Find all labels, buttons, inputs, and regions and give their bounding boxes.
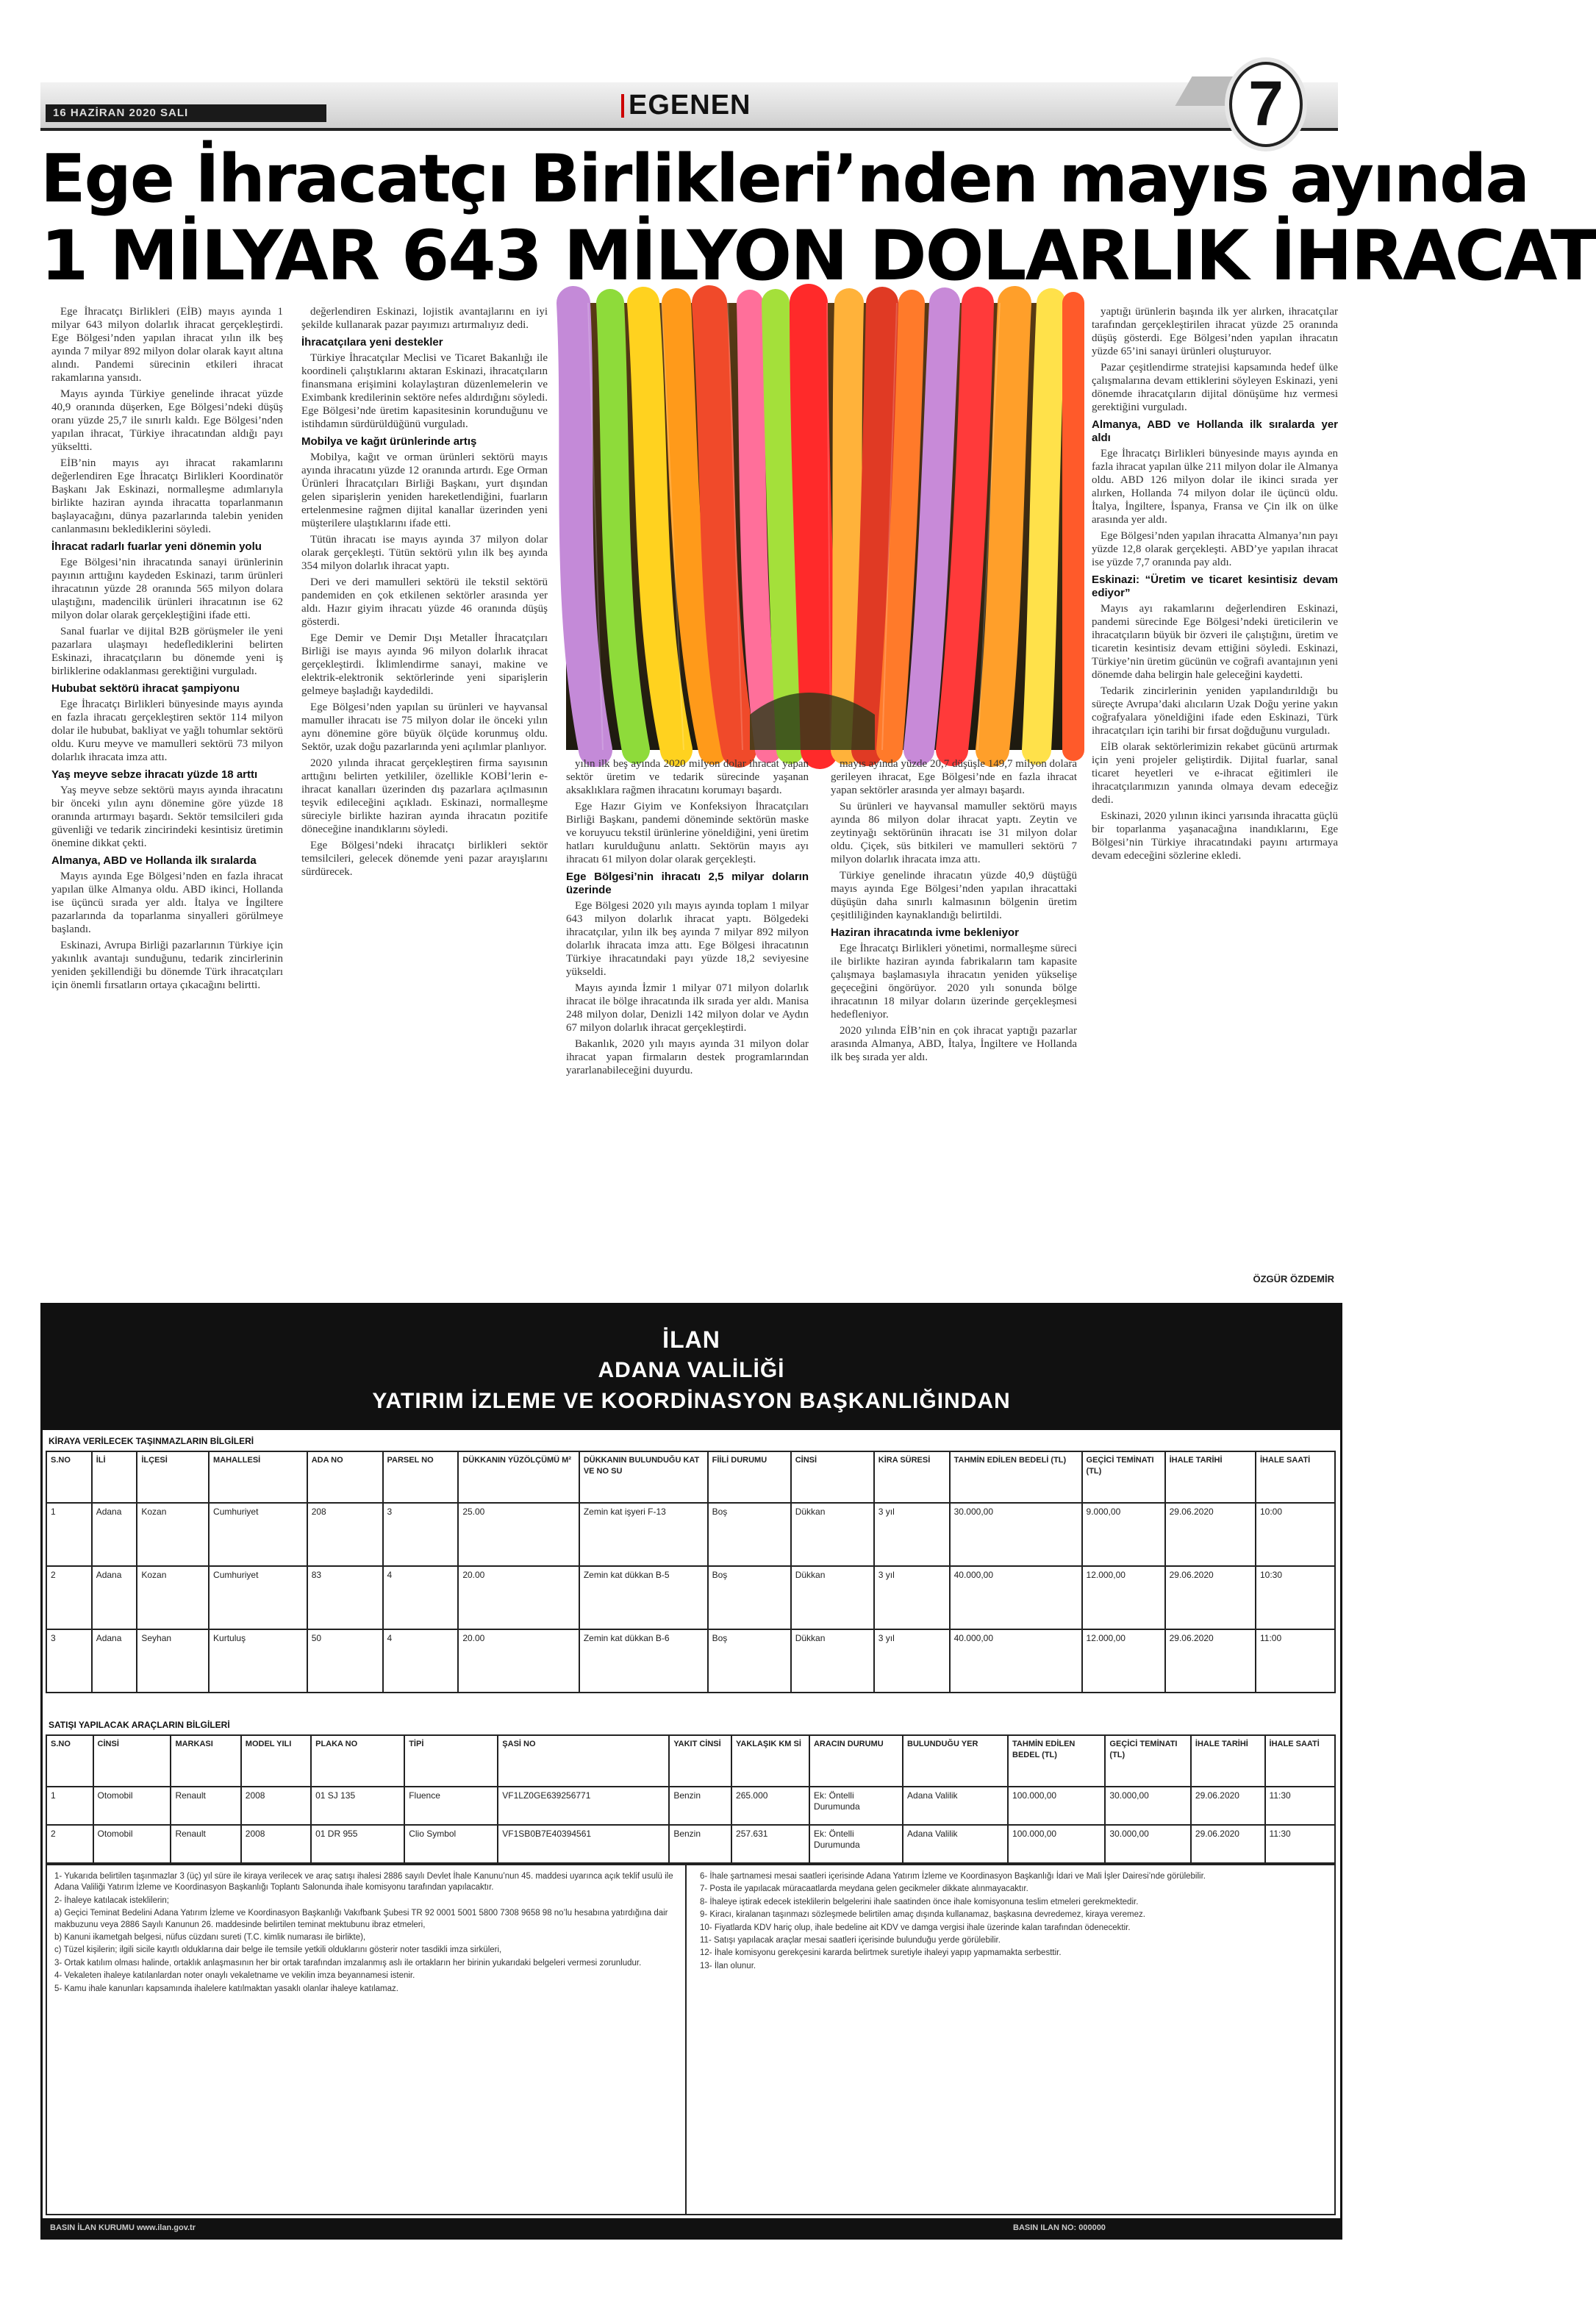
table-cell: 3 xyxy=(383,1503,459,1566)
column-header: ARACIN DURUMU xyxy=(809,1735,903,1787)
table-cell: Clio Symbol xyxy=(404,1825,498,1863)
notice-header xyxy=(43,1305,1340,1430)
table-cell: 4 xyxy=(383,1566,459,1629)
paragraph: Su ürünleri ve hayvansal mamuller sektörü mayıs ayında 86 milyon dolar ihracat yaptı. Zeytin ve zeytinyağı sektörünün ihracatı ise 31 milyon dolar oldu. Çiçek, süs bitkileri ve mamulleri sektörü 7 milyon dolarlık ihracata imza attı. xyxy=(831,801,1077,865)
table-cell: VF1SB0B7E40394561 xyxy=(498,1825,669,1863)
paragraph: değerlendiren Eskinazi, lojistik avantajlarını en iyi şekilde kullanarak pazar payımızı artırmalıyız dedi. xyxy=(301,306,548,331)
column-header: S.NO xyxy=(46,1451,92,1503)
table-cell: 40.000,00 xyxy=(950,1629,1082,1693)
table-cell: 265.000 xyxy=(731,1787,809,1825)
paragraph: Sanal fuarlar ve dijital B2B görüşmeler ile yeni pazarlara ulaşmayı hedeflediklerini belirten Eskinazi, ihracatçıların bu dönemde yeni iş birliklerine odaklanması gerektiğini vurguladı. xyxy=(51,626,283,677)
paragraph: Tedarik zincirlerinin yeniden yapılandırıldığı bu süreçte Avrupa’daki alıcıların Uzak Doğu yerine yakın coğrafyalara yöneldiğini ifade eden Eskinazi, Türk ihracatçıları için tarihi bir fırsat doğduğunu vurguladı. xyxy=(1092,685,1338,737)
paragraph: Ege İhracatçı Birlikleri (EİB) mayıs ayında 1 milyar 643 milyon dolarlık ihracat gerçekleştirdi. Ege Bölgesi’nden yapılan ihracat yılın ilk beş ayında 7 milyar 892 milyon dolar olarak kayıt altına alındı. Pandemi sürecinin etkileri ihracat rakamlarına yansıdı. xyxy=(51,306,283,384)
table1-header-row xyxy=(46,1451,1335,1503)
column-header: PLAKA NO xyxy=(311,1735,404,1787)
table-cell: Renault xyxy=(171,1787,240,1825)
table-cell: 4 xyxy=(383,1629,459,1693)
paragraph: Ege Hazır Giyim ve Konfeksiyon İhracatçıları Birliği Başkanı, pandemi döneminde sektörün maske ve koruyucu tekstil ürünlerine yöneldiğini, yeni üretim hatları kurulduğunu anlattı. Sektörün mayıs ayı ihracatı 61 milyon dolar olarak gerçekleşti. xyxy=(566,801,809,865)
column-header: CİNSİ xyxy=(791,1451,874,1503)
table-cell: Adana xyxy=(92,1629,137,1693)
column-header: GEÇİCİ TEMİNATI (TL) xyxy=(1105,1735,1191,1787)
table-cell: Kozan xyxy=(137,1503,209,1566)
paragraph: Ege Bölgesi’ndeki ihracatçı birlikleri sektör temsilcileri, gelecek dönemde yeni pazar arayışlarını sürdürecek. xyxy=(301,840,548,878)
column-header: YAKIT CİNSİ xyxy=(669,1735,731,1787)
footer-left-text: BASIN İLAN KURUMU www.ilan.gov.tr xyxy=(50,2223,196,2232)
table-cell: Adana xyxy=(92,1503,137,1566)
footer-right-text: BASIN ILAN NO: 000000 xyxy=(1013,2223,1106,2232)
table-cell: Ek: Öntelli Durumunda xyxy=(809,1825,903,1863)
table-cell: 11:00 xyxy=(1256,1629,1335,1693)
condition-item: 11- Satışı yapılacak araçlar mesai saatleri içerisinde bulunduğu yerde görülebilir. xyxy=(700,1936,1001,1945)
paragraph: Mayıs ayı rakamlarını değerlendiren Eskinazi, pandemi sürecinde Ege Bölgesi’ndeki üreticilerin ve ihracatçıların büyük bir özveri ile çalıştığını, üretim ve ticaretin kesintisiz devam ettiğini söyledi. Eskinazi, Türkiye’nin üretim gücünün ve coğrafi avantajının yeni dönemde daha belirgin hale geleceğini kaydetti. xyxy=(1092,603,1338,681)
article-column-2 xyxy=(301,305,548,1283)
table1-caption: KİRAYA VERİLECEK TAŞINMAZLARIN BİLGİLERİ xyxy=(49,1436,254,1446)
colorful-yarn-image xyxy=(566,303,1078,750)
subheading: Mobilya ve kağıt ürünlerinde artış xyxy=(301,435,477,448)
headline-line-2: 1 MİLYAR 643 MİLYON DOLARLIK İHRACAT xyxy=(40,216,1596,296)
table-cell: 3 yıl xyxy=(874,1629,950,1693)
column-header: PARSEL NO xyxy=(383,1451,459,1503)
table-row xyxy=(46,1503,1335,1566)
table-cell: 10:00 xyxy=(1256,1503,1335,1566)
table-cell: Benzin xyxy=(669,1825,731,1863)
subheading: Eskinazi: “Üretim ve ticaret kesintisiz devam ediyor” xyxy=(1092,573,1338,599)
condition-item: 2- İhaleye katılacak isteklilerin; xyxy=(54,1895,169,1905)
condition-item: 8- İhaleye iştirak edecek isteklilerin belgelerini ihale saatinden önce ihale komisyonuna teslim etmeleri gerekmektedir. xyxy=(700,1897,1139,1906)
paragraph: Ege Bölgesi’nden yapılan ihracatta Almanya’nın payı yüzde 12,8 olarak gerçekleşti. ABD’ye yapılan ihracat ise yüzde 7,7 oranında pay aldı. xyxy=(1092,530,1338,568)
condition-item: 5- Kamu ihale kanunları kapsamında ihalelere katılmaktan yasaklı olanlar ihaleye katılamaz. xyxy=(54,1984,398,1993)
paragraph: 2020 yılında EİB’nin en çok ihracat yaptığı pazarlar arasında Almanya, ABD, İtalya, İngiltere ve Hollanda ilk beş sırada yer aldı. xyxy=(831,1025,1077,1063)
table-cell: Zemin kat dükkan B-5 xyxy=(579,1566,708,1629)
table-cell: Kozan xyxy=(137,1566,209,1629)
article-column-1 xyxy=(51,305,283,1283)
table-cell: Seyhan xyxy=(137,1629,209,1693)
subheading: İhracatçılara yeni destekler xyxy=(301,336,443,349)
condition-item: 3- Ortak katılım olması halinde, ortaklık anlaşmasının her bir ortak tarafından imzalanmış aslı ile ortakların her birinin yukarıdaki belgeleri vermesi zorunludur. xyxy=(54,1958,642,1968)
table-cell: Dükkan xyxy=(791,1629,874,1693)
column-header: İHALE TARİHİ xyxy=(1191,1735,1265,1787)
subheading: Hububat sektörü ihracat şampiyonu xyxy=(51,682,240,695)
table-cell: 29.06.2020 xyxy=(1191,1825,1265,1863)
column-header: YAKLAŞIK KM Sİ xyxy=(731,1735,809,1787)
table-cell: 83 xyxy=(307,1566,383,1629)
subheading: İhracat radarlı fuarlar yeni dönemin yolu xyxy=(51,540,262,553)
table-cell: 1 xyxy=(46,1787,93,1825)
paragraph: EİB’nin mayıs ayı ihracat rakamlarını değerlendiren Ege İhracatçı Birlikleri Koordinatör Başkanı Jak Eskinazi, normalleşme adımlarıyla birlikte haziran ayında ihracatta toparlanmanın başlayacağını, dünya pazarlarında talebin yeniden canlanmasını beklediklerini söyledi. xyxy=(51,457,283,535)
table-cell: 100.000,00 xyxy=(1008,1825,1105,1863)
paragraph: EİB olarak sektörlerimizin rekabet gücünü artırmak için yeni projeler geliştirdik. Dijital fuarlar, sanal ticaret heyetleri ve e-ihracat eğitimleri ile ihracatçılarımızın yanında olmaya devam edeceğiz dedi. xyxy=(1092,741,1338,806)
notice-conditions xyxy=(46,1864,1336,2215)
table-cell: Kurtuluş xyxy=(209,1629,307,1693)
paragraph: Ege İhracatçı Birlikleri bünyesinde mayıs ayında en fazla ihracat yapılan ülke 211 milyon dolar ile Almanya oldu. ABD 126 milyon dolar ile ikinci sırada yer alırken, Hollanda 74 milyon dolar ile üçüncü oldu. İtalya, İngiltere, İspanya, Fransa ve Çin ilk on ülke arasında yer aldı. xyxy=(1092,448,1338,526)
condition-item: a) Geçici Teminat Bedelini Adana Yatırım İzleme ve Koordinasyon Başkanlığı Vakıfbank Şubesi TR 92 0001 5001 5800 7308 9658 98 no’lu hesabına yatırdığına dair makbuzunu veya 2886 Sayılı Kanunun 26. maddesinde belirtilen teminat mektubunu ibraz etmeleri, xyxy=(54,1909,668,1929)
column-header: DÜKKANIN YÜZÖLÇÜMÜ M² xyxy=(458,1451,579,1503)
condition-item: 9- Kiracı, kiralanan taşınmazı sözleşmede belirtilen amaç dışında kullanamaz, başkasına devredemez, kiraya veremez. xyxy=(700,1910,1145,1920)
column-header: GEÇİCİ TEMİNATI (TL) xyxy=(1082,1451,1165,1503)
table-cell: 12.000,00 xyxy=(1082,1566,1165,1629)
table-cell: Boş xyxy=(708,1503,791,1566)
table-cell: 20.00 xyxy=(458,1629,579,1693)
column-header: MODEL YILI xyxy=(241,1735,311,1787)
condition-item: b) Kanuni ikametgah belgesi, nüfus cüzdanı sureti (T.C. kimlik numarası ile birlikte), xyxy=(54,1933,366,1943)
condition-item: 6- İhale şartnamesi mesai saatleri içerisinde Adana Yatırım İzleme ve Koordinasyon Başkanlığı İdari ve Mali İşler Dairesi’nde görülebilir. xyxy=(700,1872,1206,1881)
article-column-5 xyxy=(1092,305,1338,1268)
notice-footer xyxy=(43,2218,1340,2237)
column-header: MARKASI xyxy=(171,1735,240,1787)
table-cell: Dükkan xyxy=(791,1503,874,1566)
column-header: CİNSİ xyxy=(93,1735,171,1787)
table-row xyxy=(46,1787,1335,1825)
table-cell: Zemin kat dükkan B-6 xyxy=(579,1629,708,1693)
headline-line-1: Ege İhracatçı Birlikleri’nden mayıs ayında xyxy=(40,140,1529,218)
table2-caption: SATIŞI YAPILACAK ARAÇLARIN BİLGİLERİ xyxy=(49,1720,230,1730)
paragraph: Mayıs ayında Ege Bölgesi’nden en fazla ihracat yapılan ülke Almanya oldu. ABD ikinci, Hollanda ise üçüncü sırada yer aldı. İtalya ve İngiltere pazarlarında da toparlanma sinyalleri görülmeye başlandı. xyxy=(51,871,283,935)
table-cell: 2 xyxy=(46,1566,92,1629)
paragraph: Deri ve deri mamulleri sektörü ile tekstil sektörü pandemiden en çok etkilenen sektörler arasında yer aldı. Hazır giyim ihracatı yüzde 46 oranında düşüş gösterdi. xyxy=(301,576,548,628)
yarn-photo xyxy=(566,303,1078,750)
column-header: MAHALLESİ xyxy=(209,1451,307,1503)
subheading: Ege Bölgesi’nin ihracatı 2,5 milyar doların üzerinde xyxy=(566,871,809,896)
table-cell: 30.000,00 xyxy=(950,1503,1082,1566)
page-number-badge: 7 xyxy=(1229,62,1303,147)
table-cell: Fluence xyxy=(404,1787,498,1825)
paragraph: mayıs ayında yüzde 20,7 düşüşle 149,7 milyon dolara gerileyen ihracat, Ege Bölgesi’nde en fazla ihracat yapan sektörler arasında yer almayı başardı. xyxy=(831,758,1077,796)
official-notice-ad xyxy=(40,1303,1342,2240)
paragraph: Türkiye genelinde ihracatın yüzde 40,9 düştüğü mayıs ayında Ege Bölgesi’nden yapılan ihracattaki düşüşün daha sınırlı kalmasının bölgenin üretim çeşitliliğinden kaynaklandığı belirtildi. xyxy=(831,870,1077,921)
condition-item: 7- Posta ile yapılacak müracaatlarda meydana gelen gecikmeler dikkate alınmayacaktır. xyxy=(700,1884,1028,1894)
paragraph: Türkiye İhracatçılar Meclisi ve Ticaret Bakanlığı ile koordineli çalıştıklarını aktaran Eskinazi, ihracatçıların finansmana erişimini kolaylaştıran düzenlemelerin ve Eximbank kredilerinin sektöre nefes aldırdığını söyledi. Ege Bölgesi’nde üretim kapasitesinin korunduğunu ve istihdamın sürdürüldüğünü vurguladı. xyxy=(301,352,548,430)
table-cell: 40.000,00 xyxy=(950,1566,1082,1629)
column-header: DÜKKANIN BULUNDUĞU KAT VE NO SU xyxy=(579,1451,708,1503)
table-cell: 30.000,00 xyxy=(1105,1787,1191,1825)
table-cell: 208 xyxy=(307,1503,383,1566)
newspaper-name: EGENEN xyxy=(629,90,751,121)
subheading: Haziran ihracatında ivme bekleniyor xyxy=(831,926,1019,939)
subheading: Yaş meyve sebze ihracatı yüzde 18 arttı xyxy=(51,768,258,781)
table-cell: 29.06.2020 xyxy=(1165,1566,1256,1629)
table-cell: 11:30 xyxy=(1265,1825,1335,1863)
paragraph: 2020 yılında ihracat gerçekleştiren firma sayısının arttığını belirten yetkililer, özellikle KOBİ’lerin e-ihracat kanalları üzerinden dış pazarlara açılmasının teşvik edileceğini açıkladı. Eskinazi, normalleşme süreciyle birlikte haziran ayında ihracatın pozitife döneceğine inandıklarını söyledi. xyxy=(301,757,548,835)
condition-item: c) Tüzel kişilerin; ilgili sicile kayıtlı olduklarına dair belge ile temsile yetkili olduklarını gösterir noter tasdikli imza sirküleri, xyxy=(54,1945,502,1955)
table-cell: 11:30 xyxy=(1265,1787,1335,1825)
table-cell: 29.06.2020 xyxy=(1191,1787,1265,1825)
paragraph: Eskinazi, Avrupa Birliği pazarlarının Türkiye için yakınlık avantajı sunduğunu, tedarik zincirlerinin yeniden şekillendiği bu dönemde Türk ihracatçıları için önemli fırsatların ortaya çıkacağını belirtti. xyxy=(51,940,283,991)
table-cell: 01 DR 955 xyxy=(311,1825,404,1863)
paragraph: Ege İhracatçı Birlikleri yönetimi, normalleşme süreci ile birlikte haziran ayında fabrikaların tam kapasite çalışmaya başlamasıyla ihracatın yeniden yükselişe geçeceğini öngörüyor. 2020 yılı sonunda bölge ihracatının 18 milyar doların üzerinde gerçekleşmesi hedefleniyor. xyxy=(831,943,1077,1021)
column-header: S.NO xyxy=(46,1735,93,1787)
column-header: TİPİ xyxy=(404,1735,498,1787)
table-cell: Adana xyxy=(92,1566,137,1629)
column-header: ADA NO xyxy=(307,1451,383,1503)
table-cell: Renault xyxy=(171,1825,240,1863)
condition-item: 10- Fiyatlarda KDV hariç olup, ihale bedeline ait KDV ve damga vergisi ihale üzerinde kalan tarafından ödenecektir. xyxy=(700,1923,1131,1932)
column-header: İHALE SAATİ xyxy=(1256,1451,1335,1503)
table-cell: 30.000,00 xyxy=(1105,1825,1191,1863)
article-column-4 xyxy=(831,757,1077,1283)
column-header: BULUNDUĞU YER xyxy=(903,1735,1008,1787)
condition-item: 12- İhale komisyonu gerekçesini kararda belirtmek suretiyle ihaleyi yapıp yapmamakta serbesttir. xyxy=(700,1948,1062,1958)
paragraph: Ege Bölgesi’nin ihracatında sanayi ürünlerinin payının arttığını kaydeden Eskinazi, tarım ürünleri ihracatının yüzde 28 oranında 565 milyon dolara ulaştığını, madencilik ürünleri ihracatının ise 62 milyon dolar olarak gerçekleştiğini ifade etti. xyxy=(51,557,283,621)
notice-authority: ADANA VALİLİĞİ xyxy=(598,1358,785,1382)
notice-department: YATIRIM İZLEME VE KOORDİNASYON BAŞKANLIĞINDAN xyxy=(372,1389,1011,1413)
column-header: KİRA SÜRESİ xyxy=(874,1451,950,1503)
table-cell: 12.000,00 xyxy=(1082,1629,1165,1693)
subheading: Almanya, ABD ve Hollanda ilk sıralarda xyxy=(51,854,257,867)
table2-header-row xyxy=(46,1735,1335,1787)
table-cell: Otomobil xyxy=(93,1825,171,1863)
column-header: TAHMİN EDİLEN BEDELİ (TL) xyxy=(950,1451,1082,1503)
table-cell: 29.06.2020 xyxy=(1165,1629,1256,1693)
notice-title: İLAN xyxy=(662,1326,720,1353)
paragraph: Pazar çeşitlendirme stratejisi kapsamında hedef ülke çalışmalarına devam ettiklerini söyleyen Eskinazi, yeni dönemde ihracatçıların dijital dönüşüme hız vermesi gerektiğini vurguladı. xyxy=(1092,362,1338,413)
column-header: İHALE SAATİ xyxy=(1265,1735,1335,1787)
table-cell: Otomobil xyxy=(93,1787,171,1825)
paragraph: Mayıs ayında İzmir 1 milyar 071 milyon dolarlık ihracat ile bölge ihracatında ilk sırada yer aldı. Manisa 248 milyon dolar, Denizli 142 milyon dolar ve Aydın 67 milyon dolarlık ihracat gerçekleştirdi. xyxy=(566,982,809,1034)
table-cell: 3 yıl xyxy=(874,1503,950,1566)
table-cell: 2008 xyxy=(241,1825,311,1863)
table-cell: Zemin kat işyeri F-13 xyxy=(579,1503,708,1566)
table-cell: Adana Valilik xyxy=(903,1787,1008,1825)
table-cell: Boş xyxy=(708,1629,791,1693)
paragraph: Eskinazi, 2020 yılının ikinci yarısında ihracatta güçlü bir toparlanma yaşanacağına inandıklarını, Ege Bölgesi’nin Türkiye ihracatındaki payını artırmaya devam edeceğini sözlerine ekledi. xyxy=(1092,810,1338,862)
paragraph: yılın ilk beş ayında 2020 milyon dolar ihracat yapan sektör üretim ve tedarik sürecinde yaşanan aksaklıklara rağmen ihracatını korumayı başardı. xyxy=(566,758,809,796)
table-row xyxy=(46,1825,1335,1863)
table-cell: 3 yıl xyxy=(874,1566,950,1629)
vehicle-sale-table xyxy=(46,1734,1336,1864)
column-header: İLİ xyxy=(92,1451,137,1503)
column-header: TAHMİN EDİLEN BEDEL (TL) xyxy=(1008,1735,1105,1787)
table-cell: Dükkan xyxy=(791,1566,874,1629)
table-cell: 1 xyxy=(46,1503,92,1566)
table-cell: Boş xyxy=(708,1566,791,1629)
table-cell: 3 xyxy=(46,1629,92,1693)
table-cell: Adana Valilik xyxy=(903,1825,1008,1863)
condition-item: 4- Vekaleten ihaleye katılanlardan noter onaylı vekaletname ve vekilin imza beyannamesi istenir. xyxy=(54,1971,415,1981)
condition-item: 1- Yukarıda belirtilen taşınmazlar 3 (üç) yıl süre ile kiraya verilecek ve araç satışı ihalesi 2886 sayılı Devlet İhale Kanunu’nun 45. maddesi uyarınca açık teklif usulü ile Adana Valiliği Yatırım İzleme ve Koordinasyon Başkanlığı Toplantı Salonunda ihale komisyonu tarafından yapılacaktır. xyxy=(54,1872,673,1893)
paragraph: Bakanlık, 2020 yılı mayıs ayında 31 milyon dolar ihracat yapan firmaların destek programlarından yararlanabileceğini duyurdu. xyxy=(566,1038,809,1076)
subheading: Almanya, ABD ve Hollanda ilk sıralarda yer aldı xyxy=(1092,418,1338,444)
paragraph: Mobilya, kağıt ve orman ürünleri sektörü mayıs ayında ihracatını yüzde 12 oranında artırdı. Ege Orman Ürünleri İhracatçıları Birliği Başkanı, yurt dışından gelen siparişlerin yeniden hareketlendiğini, fuarların ertelenmesine rağmen dijital kanallar üzerinden yeni müşterilere ulaştıklarını ifade etti. xyxy=(301,451,548,529)
paragraph: Yaş meyve sebze sektörü mayıs ayında ihracatını bir önceki yılın aynı dönemine göre yüzde 18 oranında artırmayı başardı. Sektör temsilcileri gıda güvenliği ve tedarik zincirindeki kesintisiz üretimin önemine dikkat çekti. xyxy=(51,785,283,849)
column-header: İLÇESİ xyxy=(137,1451,209,1503)
paragraph: Tütün ihracatı ise mayıs ayında 37 milyon dolar olarak gerçekleşti. Tütün sektörü yılın ilk beş ayında 354 milyon dolarlık ihracat yaptı. xyxy=(301,534,548,572)
table-cell: Cumhuriyet xyxy=(209,1566,307,1629)
table-cell: 29.06.2020 xyxy=(1165,1503,1256,1566)
table-cell: 9.000,00 xyxy=(1082,1503,1165,1566)
table-cell: VF1LZ0GE639256771 xyxy=(498,1787,669,1825)
article-column-3 xyxy=(566,757,809,1283)
paragraph: Ege Bölgesi’nden yapılan su ürünleri ve hayvansal mamuller ihracatı ise 75 milyon dolar ile önceki yılın aynı dönemine göre büyük ölçüde korunmuş oldu. Sektör, uzak doğu pazarlarında yeni açılımlar planlıyor. xyxy=(301,701,548,753)
table-cell: 2 xyxy=(46,1825,93,1863)
table-cell: 2008 xyxy=(241,1787,311,1825)
article-byline: ÖZGÜR ÖZDEMİR xyxy=(1253,1273,1334,1284)
paragraph: yaptığı ürünlerin başında ilk yer alırken, ihracatçılar tarafından gerçekleştirilen ihracat yüzde 25 oranında düşüş gösterdi. Ege Bölgesi’nden yapılan ihracatın yüzde 65’ini sanayi ürünleri oluşturuyor. xyxy=(1092,306,1338,357)
conditions-left xyxy=(47,1865,687,2214)
table-cell: 25.00 xyxy=(458,1503,579,1566)
conditions-right xyxy=(693,1865,1332,2214)
table-cell: 10:30 xyxy=(1256,1566,1335,1629)
issue-date: 16 HAZİRAN 2020 SALI xyxy=(46,104,326,122)
column-header: İHALE TARİHİ xyxy=(1165,1451,1256,1503)
table-cell: Benzin xyxy=(669,1787,731,1825)
paragraph: Ege İhracatçı Birlikleri bünyesinde mayıs ayında en fazla ihracatı gerçekleştiren sektör 114 milyon dolar ile hububat, bakliyat ve yağlı tohumlar sektörü oldu. Kuru meyve ve mamulleri sektörü 73 milyon dolarlık ihracata imza attı. xyxy=(51,698,283,763)
table-cell: 257.631 xyxy=(731,1825,809,1863)
condition-item: 13- İlan olunur. xyxy=(700,1961,756,1970)
table-cell: 100.000,00 xyxy=(1008,1787,1105,1825)
table-cell: Ek: Öntelli Durumunda xyxy=(809,1787,903,1825)
table-row xyxy=(46,1566,1335,1629)
column-header: ŞASİ NO xyxy=(498,1735,669,1787)
paragraph: Mayıs ayında Türkiye genelinde ihracat yüzde 40,9 oranında düşerken, Ege Bölgesi’ndeki düşüş oranı yüzde 25,7 ile sınırlı kaldı. Ege Bölgesi’nden yapılan ihracat, Türkiye ihracatından aldığı payı yükseltti. xyxy=(51,388,283,453)
table-cell: Cumhuriyet xyxy=(209,1503,307,1566)
paragraph: Ege Bölgesi 2020 yılı mayıs ayında toplam 1 milyar 643 milyon dolarlık ihracat yaptı. Bölgedeki ihracatçılar, yılın ilk beş ayında 7 milyar 892 milyon dolarlık ihracata imza attı. Ege Bölgesi ihracatının Türkiye ihracatındaki payı yüzde 18,2 seviyesine yükseldi. xyxy=(566,900,809,978)
paragraph: Ege Demir ve Demir Dışı Metaller İhracatçıları Birliği ise mayıs ayında 96 milyon dolarlık ihracat gerçekleştirdi. İklimlendirme sanayi, makine ve elektrik-elektronik sektörlerinde yeni siparişlerin gelmeye başladığı kaydedildi. xyxy=(301,632,548,697)
table-cell: 50 xyxy=(307,1629,383,1693)
table-cell: 20.00 xyxy=(458,1566,579,1629)
column-header: FİİLİ DURUMU xyxy=(708,1451,791,1503)
rental-properties-table xyxy=(46,1451,1336,1693)
table-cell: 01 SJ 135 xyxy=(311,1787,404,1825)
table-row xyxy=(46,1629,1335,1693)
